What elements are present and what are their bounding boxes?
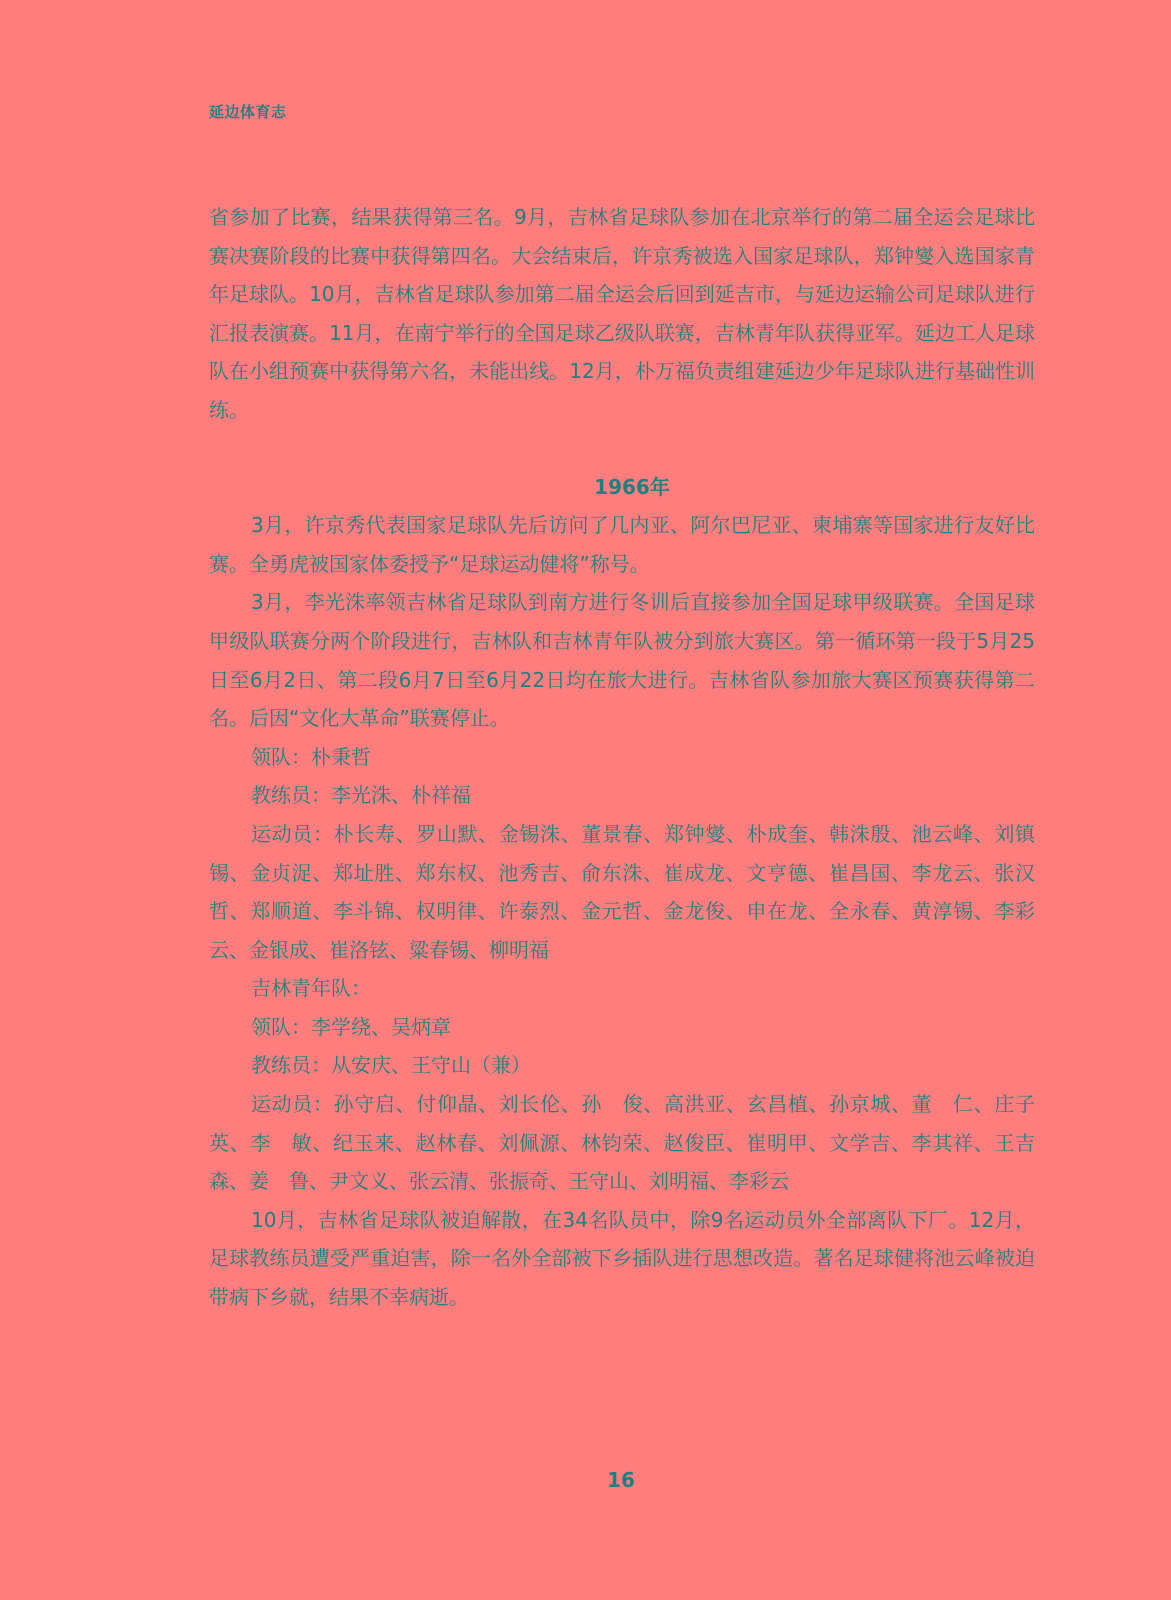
coaches-line: 教练员：李光洙、朴祥福: [251, 783, 471, 808]
running-header: 延边体育志: [209, 103, 287, 121]
leader-line: 领队：朴秉哲: [251, 744, 371, 769]
youth-team-label: 吉林青年队：: [251, 976, 371, 1001]
youth-players-list: 运动员：孙守启、付仰晶、刘长伦、孙 俊、高洪亚、玄昌植、孙京城、董 仁、庄子英、李 敏、纪玉来、赵林春、刘佩源、林钧荣、赵俊臣、崔明甲、文学吉、李其祥、王吉森、姜 鲁、尹文义、张云清、张振奇、王守山、刘明福、李彩云: [209, 1092, 1035, 1194]
paragraph-league: 3月，李光洙率领吉林省足球队到南方进行冬训后直接参加全国足球甲级联赛。全国足球甲级队联赛分两个阶段进行，吉林队和吉林青年队被分到旅大赛区。第一循环第一段于5月25日至6月2日、第二段6月7日至6月22日均在旅大进行。吉林省队参加旅大赛区预赛获得第二名。后因“文化大革命”联赛停止。: [209, 590, 1035, 731]
youth-leader-line: 领队：李学绕、吴炳章: [251, 1014, 451, 1039]
paragraph-continued: 省参加了比赛，结果获得第三名。9月，吉林省足球队参加在北京举行的第二届全运会足球比赛决赛阶段的比赛中获得第四名。大会结束后，许京秀被选入国家足球队，郑钟燮入选国家青年足球队。10月，吉林省足球队参加第二届全运会后回到延吉市，与延边运输公司足球队进行汇报表演赛。11月，在南宁举行的全国足球乙级队联赛，吉林青年队获得亚军。延边工人足球队在小组预赛中获得第六名，未能出线。12月，朴万福负责组建延边少年足球队进行基础性训练。: [209, 205, 1035, 422]
year-heading: 1966年: [594, 474, 670, 499]
paragraph-national-team-tour: 3月，许京秀代表国家足球队先后访问了几内亚、阿尔巴尼亚、柬埔寨等国家进行友好比赛。全勇虎被国家体委授予“足球运动健将”称号。: [209, 513, 1035, 576]
players-list: 运动员：朴长寿、罗山默、金锡洙、董景春、郑钟燮、朴成奎、韩洙殷、池云峰、刘镇锡、金贞浞、郑址胜、郑东权、池秀吉、俞东洙、崔成龙、文亨德、崔昌国、李龙云、张汉哲、郑顺道、李斗锦、权明律、许泰烈、金元哲、金龙俊、申在龙、全永春、黄淳锡、李彩云、金银成、崔洛铉、粱春锡、柳明福: [209, 821, 1035, 962]
youth-coaches-line: 教练员：从安庆、王守山（兼）: [251, 1053, 531, 1078]
page-number: 16: [607, 1468, 635, 1492]
paragraph-team-dissolved: 10月，吉林省足球队被迫解散，在34名队员中，除9名运动员外全部离队下厂。12月，足球教练员遭受严重迫害，除一名外全部被下乡插队进行思想改造。著名足球健将池云峰被迫带病下乡就，结果不幸病逝。: [209, 1207, 1035, 1310]
body-text: [209, 198, 1035, 1317]
